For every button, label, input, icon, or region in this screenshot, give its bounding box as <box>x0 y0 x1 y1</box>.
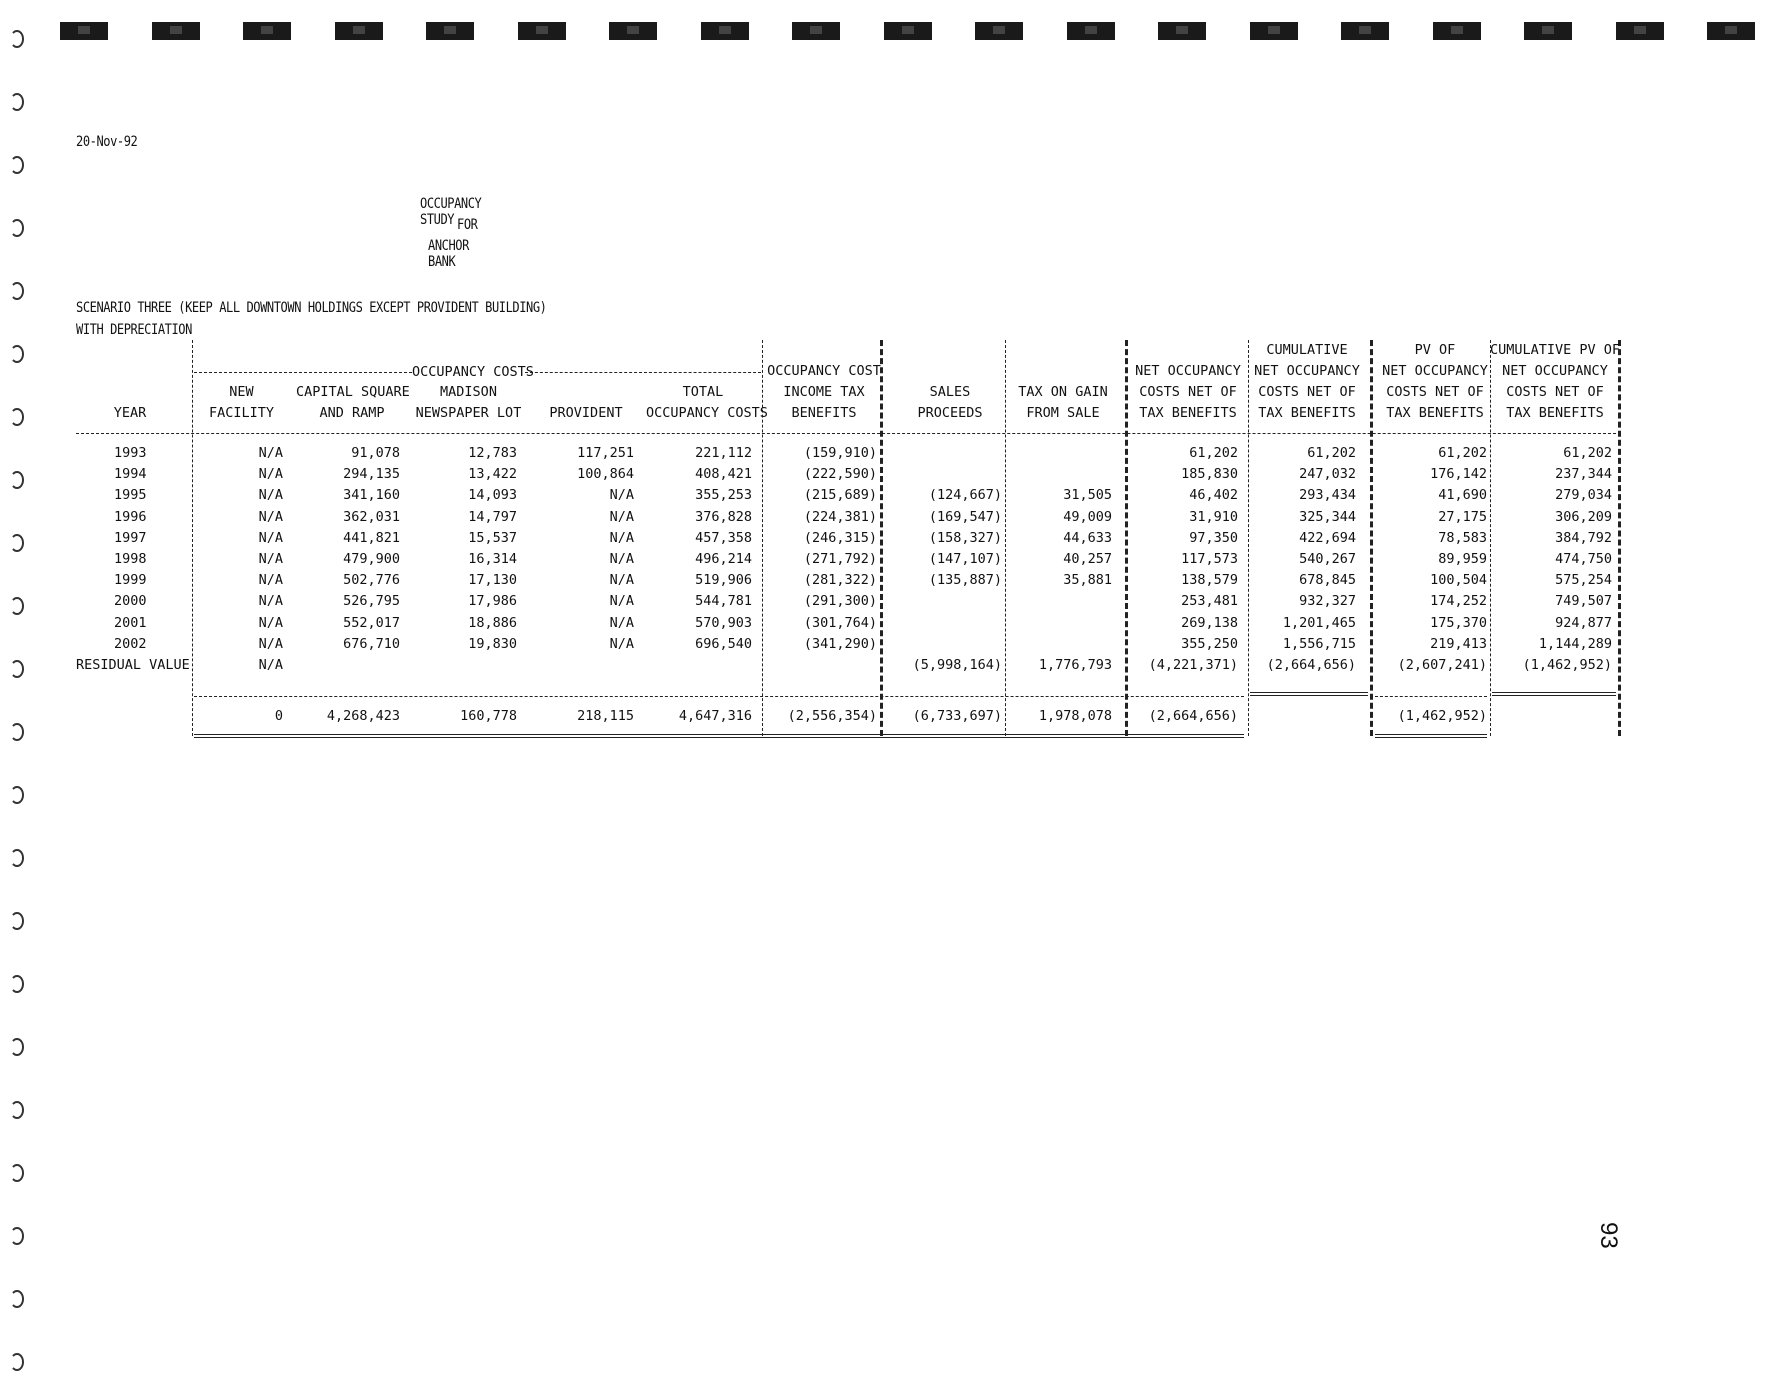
table-cell: 570,903 <box>695 614 752 631</box>
row-year: 1995 <box>114 487 147 504</box>
column-header: FROM SALE <box>1026 405 1100 421</box>
table-cell: 27,175 <box>1438 508 1487 525</box>
totals-cell: (2,664,656) <box>1148 708 1238 725</box>
table-cell: 294,135 <box>343 466 400 483</box>
table-cell: 61,202 <box>1189 445 1238 461</box>
totals-cell: 4,268,423 <box>326 708 400 725</box>
table-cell: 117,251 <box>577 445 634 461</box>
table-cell: 676,710 <box>343 635 400 652</box>
table-cell: 100,864 <box>577 466 634 483</box>
table-cell: 97,350 <box>1189 529 1238 546</box>
table-cell: 117,573 <box>1181 551 1238 567</box>
scenario-subtitle: WITH DEPRECIATION <box>76 322 192 338</box>
table-cell: N/A <box>258 487 283 504</box>
table-cell: 49,009 <box>1063 508 1112 525</box>
column-header: CUMULATIVE <box>1266 342 1348 358</box>
table-cell: 12,783 <box>468 445 517 461</box>
column-header: NEWSPAPER LOT <box>415 405 522 421</box>
table-cell: 174,252 <box>1430 593 1487 610</box>
table-cell: 1,144,289 <box>1538 635 1612 652</box>
table-cell: (301,764) <box>803 614 877 631</box>
column-header: CAPITAL SQUARE <box>296 384 410 400</box>
totals-cell: 160,778 <box>460 708 517 725</box>
table-cell: N/A <box>609 593 634 610</box>
column-header: TOTAL <box>682 384 724 400</box>
table-cell: 355,253 <box>695 487 752 504</box>
column-header: NET OCCUPANCY <box>1254 363 1360 379</box>
table-cell: 279,034 <box>1555 487 1612 504</box>
table-cell: 78,583 <box>1438 529 1487 546</box>
table-cell: 540,267 <box>1299 551 1356 567</box>
table-cell: (2,607,241) <box>1397 657 1487 673</box>
totals-cell: 0 <box>274 708 283 725</box>
table-cell: (5,998,164) <box>912 657 1002 673</box>
table-cell: N/A <box>258 466 283 483</box>
table-cell: 496,214 <box>695 551 752 567</box>
table-cell: 479,900 <box>343 551 400 567</box>
table-cell: 61,202 <box>1307 445 1356 461</box>
table-cell: 221,112 <box>695 445 752 461</box>
table-cell: 362,031 <box>343 508 400 525</box>
group-header-rule-right <box>525 372 761 373</box>
table-cell: 35,881 <box>1063 572 1112 589</box>
table-cell: 552,017 <box>343 614 400 631</box>
group-header-occupancy-costs: OCCUPANCY COSTS <box>412 364 534 380</box>
table-cell: 422,694 <box>1299 529 1356 546</box>
table-cell: 253,481 <box>1181 593 1238 610</box>
table-cell: N/A <box>258 551 283 567</box>
totals-cell: (1,462,952) <box>1397 708 1487 725</box>
column-header: YEAR <box>113 405 147 421</box>
table-cell: (1,462,952) <box>1522 657 1612 673</box>
column-header: COSTS NET OF <box>1506 384 1604 400</box>
table-cell: (4,221,371) <box>1148 657 1238 673</box>
column-header: INCOME TAX <box>783 384 865 400</box>
column-header: BENEFITS <box>791 405 857 421</box>
column-header: SALES <box>929 384 971 400</box>
row-year: 2002 <box>114 635 147 652</box>
column-header: FACILITY <box>208 405 275 421</box>
column-header: OCCUPANCY COSTS <box>646 405 768 421</box>
table-cell: N/A <box>258 593 283 610</box>
table-cell: (159,910) <box>803 445 877 461</box>
column-header: PROCEEDS <box>917 405 983 421</box>
table-cell: 502,776 <box>343 572 400 589</box>
table-cell: N/A <box>609 614 634 631</box>
table-cell: 408,421 <box>695 466 752 483</box>
group-header-rule-left <box>194 372 412 373</box>
table-cell: N/A <box>609 551 634 567</box>
table-cell: N/A <box>609 487 634 504</box>
table-cell: 474,750 <box>1555 551 1612 567</box>
table-cell: 61,202 <box>1563 445 1612 461</box>
totals-cell: 218,115 <box>577 708 634 725</box>
row-year: 1993 <box>114 445 147 461</box>
table-cell: 932,327 <box>1299 593 1356 610</box>
table-cell: 41,690 <box>1438 487 1487 504</box>
table-cell: N/A <box>609 529 634 546</box>
table-cell: 325,344 <box>1299 508 1356 525</box>
scenario-description: SCENARIO THREE (KEEP ALL DOWNTOWN HOLDINGS EXCEPT PROVIDENT BUILDING) <box>76 300 547 316</box>
table-cell: (222,590) <box>803 466 877 483</box>
table-cell: 384,792 <box>1555 529 1612 546</box>
table-cell: (2,664,656) <box>1266 657 1356 673</box>
totals-rule-top <box>194 696 1244 697</box>
table-cell: 544,781 <box>695 593 752 610</box>
table-cell: (291,300) <box>803 593 877 610</box>
row-year: 2000 <box>114 593 147 610</box>
totals-double-rule <box>194 734 1244 738</box>
column-header: TAX BENEFITS <box>1139 405 1237 421</box>
header-rule <box>76 433 1616 434</box>
table-cell: 575,254 <box>1555 572 1612 589</box>
table-cell: 457,358 <box>695 529 752 546</box>
column-header: TAX BENEFITS <box>1386 405 1484 421</box>
table-cell: 519,906 <box>695 572 752 589</box>
table-cell: 91,078 <box>351 445 400 461</box>
table-cell: (281,322) <box>803 572 877 589</box>
table-cell: 18,886 <box>468 614 517 631</box>
table-cell: 678,845 <box>1299 572 1356 589</box>
table-cell: N/A <box>258 657 283 673</box>
pv-totals-double-rule <box>1375 734 1487 738</box>
table-cell: 247,032 <box>1299 466 1356 483</box>
column-header: AND RAMP <box>319 405 385 421</box>
table-cell: 526,795 <box>343 593 400 610</box>
table-cell: N/A <box>258 529 283 546</box>
totals-cell: 4,647,316 <box>678 708 752 725</box>
column-header: NEW <box>229 384 254 400</box>
row-year: 1998 <box>114 551 147 567</box>
cumulative-double-rule <box>1250 692 1368 696</box>
table-cell: 19,830 <box>468 635 517 652</box>
table-cell: 175,370 <box>1430 614 1487 631</box>
table-cell: N/A <box>258 508 283 525</box>
totals-cell: (6,733,697) <box>912 708 1002 725</box>
cumulative-pv-double-rule <box>1492 692 1616 696</box>
table-cell: 1,776,793 <box>1038 657 1112 673</box>
column-header: NET OCCUPANCY <box>1135 363 1241 379</box>
table-cell: (124,667) <box>928 487 1002 504</box>
row-year: 1997 <box>114 529 147 546</box>
table-cell: 376,828 <box>695 508 752 525</box>
table-cell: 341,160 <box>343 487 400 504</box>
table-cell: 44,633 <box>1063 529 1112 546</box>
table-cell: 31,505 <box>1063 487 1112 504</box>
table-cell: N/A <box>258 572 283 589</box>
table-cell: 269,138 <box>1181 614 1238 631</box>
table-cell: N/A <box>258 445 283 461</box>
table-cell: (224,381) <box>803 508 877 525</box>
table-cell: N/A <box>609 572 634 589</box>
column-header: OCCUPANCY COST <box>767 363 881 379</box>
report-date: 20-Nov-92 <box>76 134 138 150</box>
table-cell: 138,579 <box>1181 572 1238 589</box>
table-cell: 1,201,465 <box>1282 614 1356 631</box>
table-cell: N/A <box>609 635 634 652</box>
table-cell: (147,107) <box>928 551 1002 567</box>
table-cell: 749,507 <box>1555 593 1612 610</box>
table-cell: (215,689) <box>803 487 877 504</box>
table-cell: 46,402 <box>1189 487 1238 504</box>
table-cell: 17,986 <box>468 593 517 610</box>
column-header: TAX BENEFITS <box>1506 405 1604 421</box>
row-year: 1996 <box>114 508 147 525</box>
row-year: 2001 <box>114 614 147 631</box>
column-header: TAX BENEFITS <box>1258 405 1356 421</box>
table-cell: 306,209 <box>1555 508 1612 525</box>
column-header: PROVIDENT <box>549 405 623 421</box>
column-header: MADISON <box>440 384 497 400</box>
table-cell: (158,327) <box>928 529 1002 546</box>
table-cell: 185,830 <box>1181 466 1238 483</box>
pv-rule <box>1375 696 1487 697</box>
column-header: NET OCCUPANCY <box>1502 363 1608 379</box>
column-header: COSTS NET OF <box>1258 384 1356 400</box>
column-header: NET OCCUPANCY <box>1382 363 1488 379</box>
table-cell: (135,887) <box>928 572 1002 589</box>
page-number: 93 <box>1595 1222 1622 1249</box>
row-year: 1994 <box>114 466 147 483</box>
table-cell: N/A <box>258 614 283 631</box>
totals-cell: (2,556,354) <box>787 708 877 725</box>
column-header: COSTS NET OF <box>1386 384 1484 400</box>
column-header: CUMULATIVE PV OF <box>1490 342 1621 358</box>
table-cell: 176,142 <box>1430 466 1487 483</box>
row-year: 1999 <box>114 572 147 589</box>
table-cell: 40,257 <box>1063 551 1112 567</box>
table-cell: 237,344 <box>1555 466 1612 483</box>
table-cell: 293,434 <box>1299 487 1356 504</box>
table-cell: 924,877 <box>1555 614 1612 631</box>
table-cell: 441,821 <box>343 529 400 546</box>
column-header: COSTS NET OF <box>1139 384 1237 400</box>
table-cell: 31,910 <box>1189 508 1238 525</box>
table-cell: 16,314 <box>468 551 517 567</box>
table-cell: 17,130 <box>468 572 517 589</box>
column-header: PV OF <box>1414 342 1456 358</box>
table-cell: 355,250 <box>1181 635 1238 652</box>
table-cell: N/A <box>258 635 283 652</box>
table-cell: (246,315) <box>803 529 877 546</box>
table-cell: N/A <box>609 508 634 525</box>
table-cell: 14,797 <box>468 508 517 525</box>
table-cell: (169,547) <box>928 508 1002 525</box>
table-cell: 13,422 <box>468 466 517 483</box>
column-separator <box>1248 340 1249 736</box>
table-cell: (271,792) <box>803 551 877 567</box>
table-cell: 89,959 <box>1438 551 1487 567</box>
table-cell: 61,202 <box>1438 445 1487 461</box>
table-cell: 696,540 <box>695 635 752 652</box>
table-cell: 14,093 <box>468 487 517 504</box>
table-cell: 100,504 <box>1430 572 1487 589</box>
row-year: RESIDUAL VALUE <box>76 657 190 673</box>
column-header: TAX ON GAIN <box>1018 384 1108 400</box>
table-cell: 1,556,715 <box>1282 635 1356 652</box>
table-cell: (341,290) <box>803 635 877 652</box>
totals-cell: 1,978,078 <box>1038 708 1112 725</box>
table-cell: 15,537 <box>468 529 517 546</box>
table-cell: 219,413 <box>1430 635 1487 652</box>
